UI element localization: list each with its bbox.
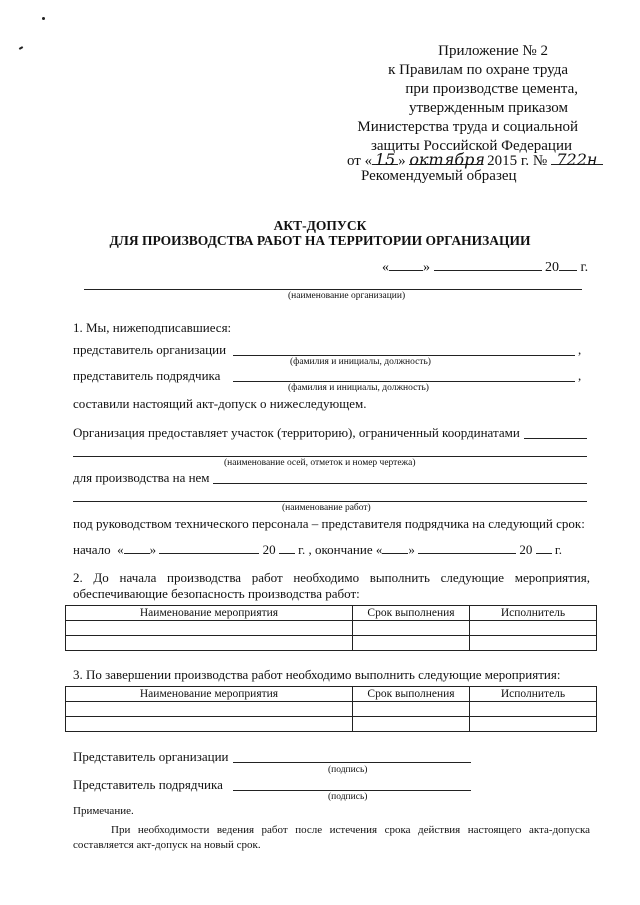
scan-mark: [19, 46, 23, 50]
scan-dot: [42, 17, 45, 20]
col-header-term: Срок выполнения: [353, 606, 470, 621]
coordinates-line[interactable]: [524, 438, 587, 439]
rep-org-label: представитель организации: [73, 342, 227, 357]
sign-contractor-line[interactable]: [233, 790, 471, 791]
header-date-row: от « 15 » октября 2015 г. № 722н: [347, 150, 603, 170]
header-line-5: Министерства труда и социальной: [357, 119, 578, 135]
header-line-3: при производстве цемента,: [405, 81, 578, 97]
rep-contractor-caption: (фамилия и инициалы, должность): [288, 383, 429, 393]
comma-1: ,: [578, 342, 582, 357]
section1-intro: 1. Мы, нижеподписавшиеся:: [73, 320, 232, 335]
handwritten-number: 722н: [551, 150, 603, 165]
composed-text: составили настоящий акт-допуск о нижеследующем.: [73, 396, 367, 411]
axes-line[interactable]: [73, 456, 587, 457]
works-caption: (наименование работ): [282, 503, 371, 513]
sign-contractor-label: Представитель подрядчика: [73, 777, 223, 792]
col-header-name: Наименование мероприятия: [66, 606, 353, 621]
rep-contractor-line[interactable]: [233, 381, 575, 382]
section3-text: 3. По завершении производства работ необходимо выполнить следующие мероприятия:: [73, 667, 561, 682]
header-line-4: утвержденным приказом: [408, 100, 568, 116]
comma-2: ,: [578, 368, 582, 383]
col-header-term: Срок выполнения: [353, 687, 470, 702]
rep-org-line[interactable]: [233, 355, 575, 356]
recommended-label: Рекомендуемый образец: [361, 168, 517, 184]
date-row: « » 20 г.: [382, 256, 588, 276]
sign-org-line[interactable]: [233, 762, 471, 763]
sign-org-label: Представитель организации: [73, 749, 229, 764]
table-row[interactable]: [66, 717, 597, 732]
header-line-2: к Правилам по охране труда: [388, 62, 568, 78]
doc-title: [0, 218, 640, 248]
for-work-line[interactable]: [213, 483, 587, 484]
table-row[interactable]: [66, 636, 597, 651]
header-line-1: Приложение № 2: [438, 43, 548, 59]
guidance-text: под руководством технического персонала – представителя подрядчика на следующий срок:: [73, 516, 585, 531]
axes-caption: (наименование осей, отметок и номер чертежа): [224, 458, 416, 468]
note-label: Примечание.: [73, 805, 134, 817]
header-block: [357, 42, 578, 156]
col-header-executor: Исполнитель: [470, 606, 597, 621]
rep-contractor-label: представитель подрядчика: [73, 368, 221, 383]
col-header-executor: Исполнитель: [470, 687, 597, 702]
title-line-1: АКТ-ДОПУСК: [273, 218, 367, 233]
org-name-line[interactable]: [84, 289, 582, 290]
note-text: При необходимости ведения работ после истечения срока действия настоящего акта-допуска составляется акт-допуск на новый срок.: [73, 824, 590, 851]
section3-table: [65, 686, 597, 732]
title-line-2: ДЛЯ ПРОИЗВОДСТВА РАБОТ НА ТЕРРИТОРИИ ОРГАНИЗАЦИИ: [109, 233, 531, 248]
header-line-6: защиты Российской Федерации: [370, 138, 572, 154]
table-row[interactable]: [66, 621, 597, 636]
table-header-row: [66, 687, 597, 702]
table-row[interactable]: [66, 702, 597, 717]
table-header-row: [66, 606, 597, 621]
for-work-label: для производства на нем: [73, 470, 210, 485]
sign-org-caption: (подпись): [328, 765, 368, 775]
rep-org-caption: (фамилия и инициалы, должность): [290, 357, 431, 367]
section2-text: 2. До начала производства работ необходимо выполнить следующие мероприятия, обеспечивающие безопасность производства работ:: [73, 570, 590, 601]
sign-contractor-caption: (подпись): [328, 792, 368, 802]
col-header-name: Наименование мероприятия: [66, 687, 353, 702]
org-caption: (наименование организации): [288, 291, 406, 301]
period-row: начало « » 20 г. , окончание « » 20 г.: [73, 539, 562, 558]
handwritten-month: октября: [409, 150, 485, 169]
works-line[interactable]: [73, 501, 587, 502]
section2-table: [65, 605, 597, 651]
provides-text: Организация предоставляет участок (территорию), ограниченный координатами: [73, 425, 520, 440]
handwritten-day: 15: [372, 150, 398, 165]
